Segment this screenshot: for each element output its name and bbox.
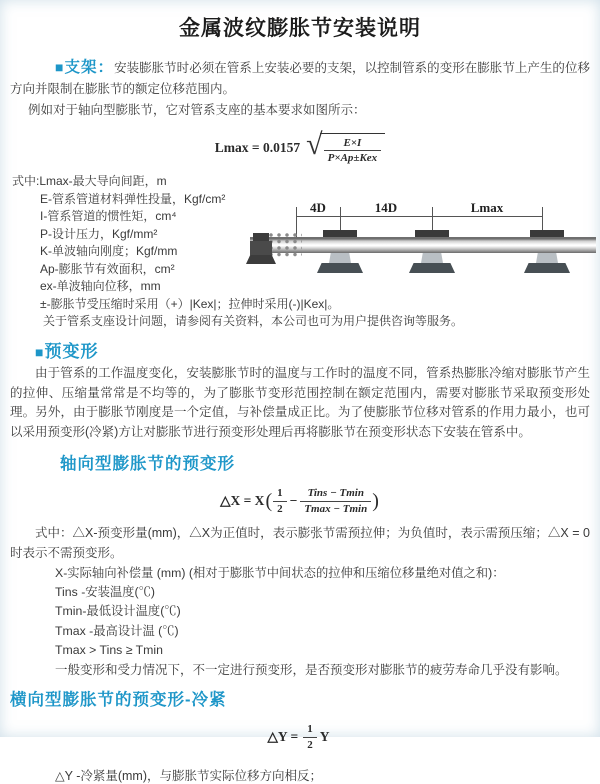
dimension-label-4d: 4D (310, 200, 326, 215)
definitions-and-diagram (0, 173, 600, 331)
square-root (306, 127, 385, 166)
consult-note: 关于管系支座设计问题，请参阅有关资料，本公司也可为用户提供咨询等服务。 (43, 314, 464, 328)
support-intro-text: 安装膨胀节时必须在管系上安装必要的支架，以控制管系的变形在膨胀节上产生的位移方向并限制在膨胀节的额定位移范围内。 (10, 61, 590, 96)
axial-formula (0, 484, 600, 518)
half-denominator: 2 (277, 502, 283, 515)
definition-line: K-单波轴向刚度；Kgf/mm (40, 244, 178, 258)
lmax-fraction (324, 136, 382, 166)
predeform-heading-label: 预变形 (44, 342, 99, 361)
definition-line: I-管系管道的惯性矩，cm⁴ (40, 209, 177, 223)
temperature-numerator: Tins − Tmin (300, 486, 371, 501)
pipe-support-diagram (250, 199, 596, 285)
temp-inequality: Tmax > Tins ≥ Tmin (55, 642, 163, 657)
pipe-support-icon (409, 230, 455, 273)
pipe-support-icon (524, 230, 570, 273)
dimension-line (296, 216, 542, 217)
close-paren: ) (372, 489, 379, 512)
bellows-icon (268, 232, 302, 258)
half-numerator: 1 (273, 486, 287, 501)
definition-line: 式中:Lmax-最大导向间距，m (12, 174, 167, 188)
one-half-fraction (273, 486, 287, 516)
axial-formula-lhs: △X = X (220, 493, 265, 508)
temp-definition: Tmax -最高设计温 (℃) (55, 623, 179, 638)
definition-line: ex-单波轴向位移，mm (40, 279, 161, 293)
lateral-note: △Y -冷紧量(mm)，与膨胀节实际位移方向相反； (55, 769, 323, 784)
support-heading-label: 支架： (64, 59, 115, 76)
dimension-label-lmax: Lmax (470, 200, 504, 215)
temp-definition: Tmin-最低设计温度(℃) (55, 604, 181, 619)
pipe-support-icon (317, 230, 363, 273)
support-example-text: 例如对于轴向型膨胀节，它对管系支座的基本要求如图所示： (28, 103, 366, 117)
radical-sign-icon: √ (306, 127, 323, 161)
lateral-formula-rhs: Y (319, 729, 330, 745)
radicand (320, 133, 386, 166)
support-paragraph (10, 57, 590, 100)
half-denominator: 2 (307, 738, 313, 751)
x-definition: X-实际轴向补偿量 (mm) (相对于膨胀节中间状态的拉伸和压缩位移量绝对值之和)： (55, 566, 505, 580)
definition-line: Ap-膨胀节有效面积，cm² (40, 261, 175, 276)
lateral-formula (0, 722, 600, 752)
temperature-fraction (300, 486, 371, 516)
predeform-paragraph: 由于管系的工作温度变化，安装膨胀节时的温度与工作时的温度不同，管系热膨胀冷缩对膨胀节产生的拉伸、压缩量常常是不均等的，为了膨胀节变形范围控制在额定范围内，需要对膨胀节采取预变形处理。另外，由于膨胀节刚度是一个定值，与补偿量成正比。为了使膨胀节位移对管系的作用力最小，也可以采用预变形(冷紧)方让对膨胀节进行预变形处理后再将膨胀节在预变形状态下安装在管系中。 (10, 366, 590, 439)
page-title: 金属波纹膨胀节安装说明 (179, 17, 421, 40)
temperature-denominator: Tmax − Tmin (304, 502, 368, 515)
lmax-formula-lhs: Lmax = 0.0157 (214, 140, 301, 155)
section-marker-icon: ■ (35, 344, 45, 360)
minus-sign: − (289, 493, 298, 508)
open-paren: ( (265, 489, 273, 512)
predeform-heading (35, 337, 590, 362)
dimension-label-14d: 14D (374, 200, 398, 215)
sign-note: ±-膨胀节受压缩时采用（+）|Kex|；拉伸时采用(-)|Kex|。 (40, 296, 340, 311)
support-heading (55, 59, 114, 76)
lateral-formula-lhs: △Y = (267, 729, 299, 745)
section-marker-icon: ■ (55, 59, 65, 75)
anchor-support-icon (250, 233, 272, 264)
temp-definition: Tins -安装温度(℃) (55, 585, 155, 599)
axial-note: 一般变形和受力情况下，不一定进行预变形，是否预变形对膨胀节的疲劳寿命几乎没有影响。 (55, 663, 568, 678)
definition-line: E-管系管道材料弹性投量，Kgf/cm² (40, 191, 226, 206)
lmax-formula (0, 127, 600, 166)
definition-line: P-设计压力，Kgf/mm² (40, 226, 158, 241)
lmax-fraction-denominator: P×Ap±Kex (327, 152, 378, 164)
lmax-fraction-numerator: E×I (324, 136, 382, 151)
half-numerator: 1 (303, 722, 317, 737)
lateral-subheading: 横向型膨胀节的预变形-冷紧 (10, 691, 227, 710)
axial-subheading: 轴向型膨胀节的预变形 (60, 455, 235, 473)
one-half-fraction (303, 722, 317, 752)
axial-explain-text: 式中：△X-预变形量(mm)，△X为正值时，表示膨张节需预拉伸；为负值时，表示需预压缩；△X = 0时表示不需预变形。 (10, 526, 590, 560)
